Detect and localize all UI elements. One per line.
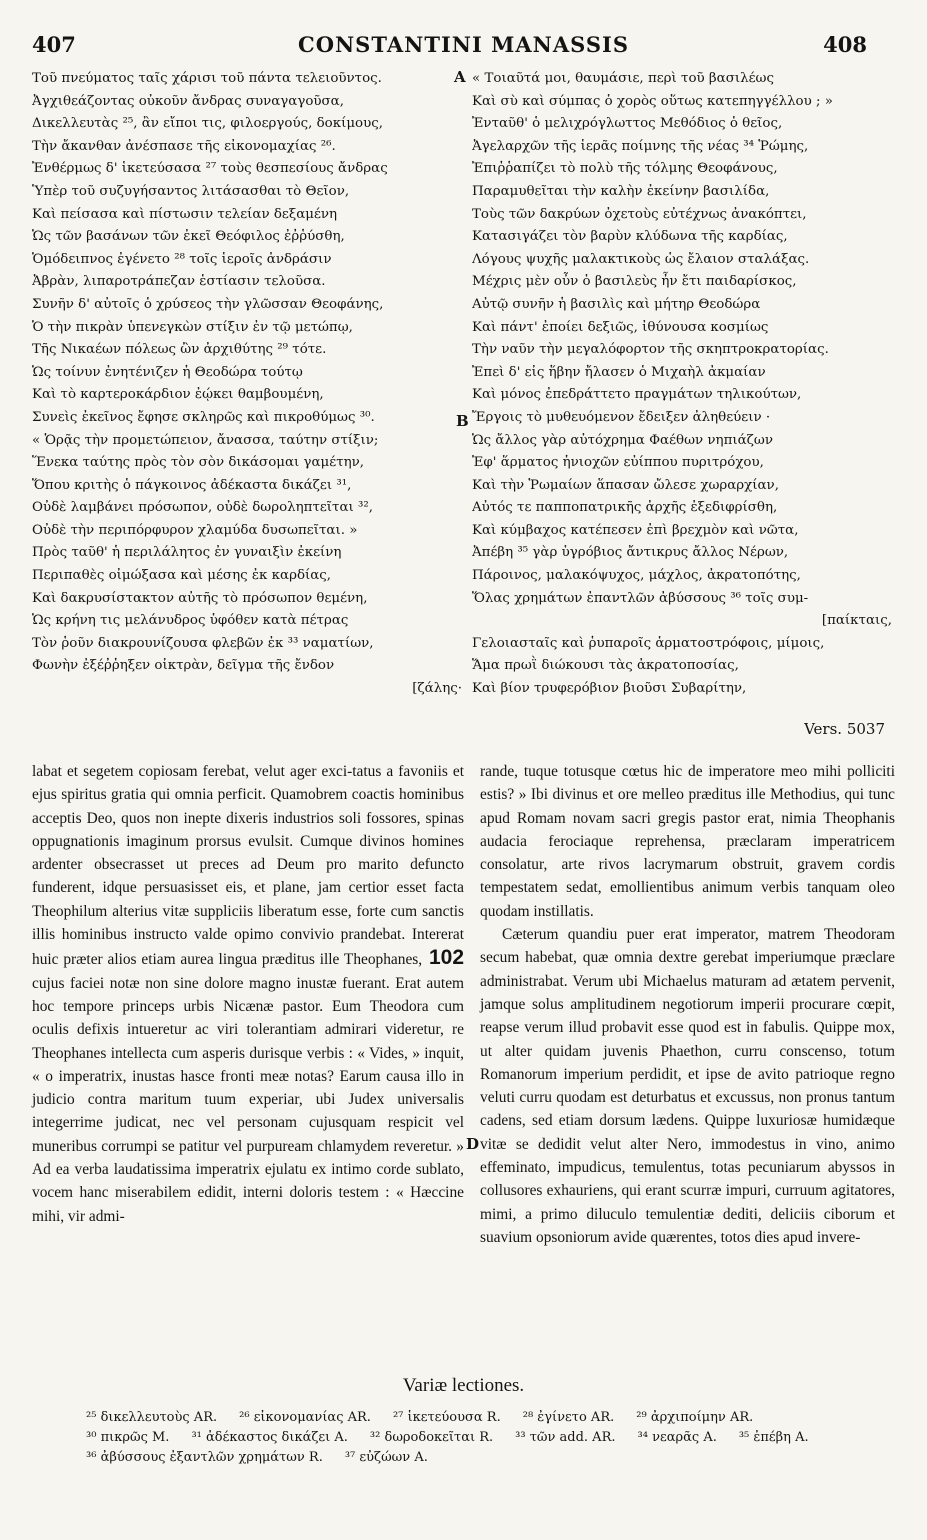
verse-text: Δικελλευτὰς ²⁵, ἂν εἴποι τις, φιλοεργούς, δοκίμους, xyxy=(32,116,384,132)
verse-text: Ἅμα πρωῒ διώκουσι τὰς ἀκρατοποσίας, xyxy=(472,658,739,674)
verse-line xyxy=(472,91,892,114)
greek-verse-right-column xyxy=(472,68,892,728)
verse-text: Αὐτός τε παπποπατρικῆς ἀρχῆς ἐξεδιφρίσθη, xyxy=(472,500,778,516)
verse-line xyxy=(32,294,462,317)
verse-text: Ὑπὲρ τοῦ συζυγήσαντος λιτάσασθαι τὸ Θεῖον, xyxy=(32,183,350,199)
verse-line xyxy=(32,113,462,136)
variant-note xyxy=(86,1450,323,1465)
verse-line xyxy=(472,610,892,633)
prose-text: labat et segetem copiosam ferebat, velut ager exci-tatus a favoniis et ejus spiritus gratia qui omnia perficit. Quamobrem coactis hominibus acceptis Deo, quos non inepte dixeris industrios soli fossores, spinas oppugnationis imaginum prorsus evulsit. Cumque divinos homines ardenter obsecrasset ut preces ad Deum pro marito defuncto funderent, idque persuasisset eis, et plane, jam certior esset facta Theophilum alterius vitæ suppliciis liberatum esse, forte cum sanctis illis hominibus instructo valde opimo convivio prandebat. Intererat huic præter alios etiam aurea lingua præditus ille Theophanes, xyxy=(32,763,464,969)
variant-note xyxy=(515,1430,615,1445)
verse-text: Ἔργοις τὸ μυθευόμενον ἔδειξεν ἀληθεύειν · xyxy=(472,409,771,425)
note-number: ²⁷ xyxy=(392,1410,404,1425)
note-number: ²⁸ xyxy=(522,1410,534,1425)
verse-text: Ὅλας χρημάτων ἐπαντλῶν ἀβύσσους ³⁶ τοῖς συμ- xyxy=(472,590,809,606)
verse-text: Ἐπιῤῥαπίζει τὸ πολὺ τῆς τόλμης Θεοφάνους, xyxy=(472,161,778,177)
verse-line xyxy=(32,384,462,407)
verse-line xyxy=(32,588,462,611)
verse-text: Ὡς τῶν βασάνων τῶν ἐκεῖ Θεόφιλος ἐῤῥύσθη, xyxy=(32,229,345,245)
verse-text: Ὡς κρήνη τις μελάνυδρος ὑφόθεν κατὰ πέτρας xyxy=(32,613,349,629)
note-number: ³⁷ xyxy=(344,1450,356,1465)
variant-note xyxy=(370,1430,493,1445)
verse-text: Πάροινος, μαλακόψυχος, μάχλος, ἀκρατοπότης, xyxy=(472,568,801,584)
prose-text: Cæterum quandiu puer erat imperator, matrem Theodoram secum habebat, quæ omnia dextre gerebat imperiumque præclare administrabat. Verum ubi Michaelus maturam ad ætatem pervenit, jamque solus amplitudinem negotiorum imperii procurare cœpit, reapse verum illud probavit esse quod est in fabulis. Quippe mox, ut alter quidam juvenis Phaethon, curru conscenso, totum Romanorum imperium perdidit, et ipse de avito patrioque regno veluti curru quodam est deturbatus et excussus, non pronus tantum cadens, sed etiam dorsum lædens. Quippe luxuriosæ humidæque vitæ se dedidit velut alter Nero, immodestus in vino, animo effeminato, impudicus, temulentus, totas pecuniarum abyssos in collusores exhauriens, qui erant scurræ impuri, curruum agitatores, mimi, a primo diluculo temulentiæ dediti, deliciis ciborum et suavium opsoniorum avide quærentes, totos dies apud invere- xyxy=(480,926,895,1246)
verse-line xyxy=(472,204,892,227)
verse-text: Καὶ πείσασα καὶ πίστωσιν τελείαν δεξαμένη xyxy=(32,206,338,222)
verse-text: Τοὺς τῶν δακρύων ὀχετοὺς εὐτέχνως ἀνακόπτει, xyxy=(472,206,807,222)
verse-line xyxy=(472,520,892,543)
verse-text: Τῆς Νικαέων πόλεως ὢν ἀρχιθύτης ²⁹ τότε. xyxy=(32,342,327,358)
verse-line xyxy=(472,407,892,430)
note-text: ἀρχιποίμην AR. xyxy=(646,1410,754,1425)
verse-text: Τὴν ἄκανθαν ἀνέσπασε τῆς εἰκονομαχίας ²⁶. xyxy=(32,138,336,154)
verse-text: Τοῦ πνεύματος ταῖς χάρισι τοῦ πάντα τελειοῦντος. xyxy=(32,71,382,86)
verse-line xyxy=(32,226,462,249)
variant-note xyxy=(86,1410,217,1425)
variant-note xyxy=(239,1410,371,1425)
variant-note xyxy=(523,1410,615,1425)
variae-lectiones-heading: Variæ lectiones. xyxy=(402,1375,525,1396)
note-text: εὐζώων A. xyxy=(355,1450,428,1465)
verse-line xyxy=(472,158,892,181)
verse-text: Ὁ τὴν πικρὰν ὑπενεγκὼν στίξιν ἐν τῷ μετώπῳ, xyxy=(32,319,353,335)
verse-text: Ὅπου κριτὴς ὁ πάγκοινος ἀδέκαστα δικάζει ³¹, xyxy=(32,477,352,493)
verse-text: Αὐτῷ συνῆν ἡ βασιλὶς καὶ μήτηρ Θεοδώρα xyxy=(472,296,761,312)
verse-line xyxy=(32,91,462,114)
verse-line xyxy=(472,294,892,317)
note-text: ἀδέκαστος δικάζει A. xyxy=(201,1430,348,1445)
note-line xyxy=(86,1448,906,1468)
verse-line xyxy=(32,362,462,385)
variant-note xyxy=(638,1430,717,1445)
verse-line xyxy=(32,407,462,430)
verse-line xyxy=(32,452,462,475)
verse-text: Οὐδὲ λαμβάνει πρόσωπον, οὐδὲ δωροληπτεῖται ³², xyxy=(32,500,374,516)
page-number-left: 407 xyxy=(32,32,76,57)
verse-text: Ἀγελαρχῶν τῆς ἱερᾶς ποίμνης τῆς νέας ³⁴ Ῥώμης, xyxy=(472,138,809,154)
verse-text: Μέχρις μὲν οὖν ὁ βασιλεὺς ἦν ἔτι παιδαρίσκος, xyxy=(472,274,797,290)
variant-note xyxy=(86,1430,169,1445)
latin-translation-left-column xyxy=(32,760,464,1228)
note-number: ²⁹ xyxy=(636,1410,647,1425)
verse-line xyxy=(472,565,892,588)
verse-text: Ἐφ' ἅρματος ἡνιοχῶν εὐίππου πυριτρόχου, xyxy=(472,455,764,471)
note-text: δικελλευτοὺς AR. xyxy=(96,1410,218,1425)
variant-note xyxy=(191,1430,347,1445)
verse-text: Λόγους ψυχῆς μαλακτικοὺς ὡς ἔλαιον σταλάξας. xyxy=(472,251,810,267)
verse-text: Ὡς τοίνυν ἐνητένιζεν ἡ Θεοδώρα τούτῳ xyxy=(32,364,303,380)
note-number: ³⁵ xyxy=(738,1430,750,1445)
verse-text: Ἀπέβη ³⁵ γὰρ ὑγρόβιος ἄντικρυς ἄλλος Νέρων, xyxy=(472,545,789,561)
margin-marker-d: D xyxy=(466,1135,480,1153)
verse-line xyxy=(472,475,892,498)
verse-text: Καὶ σὺ καὶ σύμπας ὁ χορὸς οὕτως κατεπηγγέλλου ; » xyxy=(472,93,833,109)
verse-text: Ἐπεὶ δ' εἰς ἥβην ἤλασεν ὁ Μιχαὴλ ἀκμαίαν xyxy=(472,364,766,380)
verse-line xyxy=(472,633,892,656)
prose-text: rande, tuque totusque cœtus hic de imperatore meo mihi polliciti estis? » Ibi divinus et ore melleo præditus ille Methodius, qui tunc apud Romam novam sacri gregis pastor erat, nimia Theophanis audacia ferociaque reprehensa, præclaram imperatricem consolatur, arte rivos lacrymarum obstruit, gravem cordis tempestatem sedat, emollientibus animum verbis tanquam oleo quodam instillatis. xyxy=(480,763,895,920)
margin-marker-b: B xyxy=(456,412,469,430)
verse-text: Τὴν ναῦν τὴν μεγαλόφορτον τῆς σκηπτροκρατορίας. xyxy=(472,342,829,358)
verse-line xyxy=(472,542,892,565)
prose-paragraph xyxy=(480,760,895,923)
verse-text: Καὶ τὴν Ῥωμαίων ἅπασαν ὤλεσε χωραρχίαν, xyxy=(472,477,779,493)
prose-paragraph xyxy=(480,923,895,1249)
verse-line xyxy=(32,497,462,520)
verse-line xyxy=(472,655,892,678)
verse-line xyxy=(32,339,462,362)
verse-text: « Ὁρᾷς τὴν προμετώπειον, ἄνασσα, ταύτην στίξιν; xyxy=(32,432,379,448)
verse-line xyxy=(32,204,462,227)
note-text: ἀβύσσους ἐξαντλῶν χρημάτων R. xyxy=(96,1450,323,1465)
variant-note xyxy=(345,1450,428,1465)
verse-number-label: Vers. 5037 xyxy=(804,720,885,738)
verse-line xyxy=(32,565,462,588)
verse-line xyxy=(472,497,892,520)
verse-text: Καὶ πάντ' ἐποίει δεξιῶς, ἰθύνουσα κοσμίως xyxy=(472,319,769,335)
variant-note xyxy=(393,1410,501,1425)
verse-text: Ἐνταῦθ' ὁ μελιχρόγλωττος Μεθόδιος ὁ θεῖος, xyxy=(472,116,783,132)
verse-line xyxy=(472,317,892,340)
page-number-right: 408 xyxy=(823,32,867,57)
verse-text: Γελοιασταῖς καὶ ῥυπαροῖς ἁρματοστρόφοις, μίμοις, xyxy=(472,635,825,651)
verse-line xyxy=(472,68,892,91)
verse-line xyxy=(32,520,462,543)
verse-line xyxy=(32,317,462,340)
verse-line xyxy=(32,678,462,701)
verse-line xyxy=(32,158,462,181)
verse-text: « Τοιαῦτά μοι, θαυμάσιε, περὶ τοῦ βασιλέως xyxy=(472,71,774,86)
verse-text: Καὶ δακρυσίστακτον αὐτῆς τὸ πρόσωπον θεμένη, xyxy=(32,590,368,606)
running-title: CONSTANTINI MANASSIS xyxy=(297,32,629,57)
verse-line xyxy=(32,181,462,204)
verse-text: Καὶ κύμβαχος κατέπεσεν ἐπὶ βρεχμὸν καὶ νῶτα, xyxy=(472,522,799,538)
verse-line xyxy=(472,588,892,611)
verse-line xyxy=(472,452,892,475)
note-number: ³⁶ xyxy=(86,1450,97,1465)
note-text: δωροδοκεῖται R. xyxy=(380,1430,494,1445)
verse-line xyxy=(472,136,892,159)
verse-continuation: [παίκταις, xyxy=(821,613,892,629)
verse-text: Ἕνεκα ταύτης πρὸς τὸν σὸν δικάσομαι γαμέτην, xyxy=(32,455,365,471)
verse-text: Περιπαθὲς οἰμώξασα καὶ μέσης ἐκ καρδίας, xyxy=(32,568,332,584)
verse-line xyxy=(472,249,892,272)
verse-text: Πρὸς ταῦθ' ἡ περιλάλητος ἐν γυναιξὶν ἐκείνη xyxy=(32,545,342,561)
note-line xyxy=(86,1428,906,1448)
note-text: ἐγίνετο AR. xyxy=(533,1410,615,1425)
note-number: ²⁶ xyxy=(239,1410,250,1425)
latin-translation-right-column xyxy=(480,760,895,1249)
variant-note xyxy=(636,1410,753,1425)
verse-line xyxy=(32,633,462,656)
verse-text: Ἀγχιθεάζοντας οὐκοῦν ἄνδρας συναγαγοῦσα, xyxy=(32,93,344,109)
verse-line xyxy=(32,655,462,678)
verse-text: Τὸν ῥοῦν διακρουνίζουσα φλεβῶν ἐκ ³³ ναματίων, xyxy=(32,635,374,651)
note-text: τῶν add. AR. xyxy=(525,1430,616,1445)
note-text: νεαρᾶς A. xyxy=(647,1430,717,1445)
verse-text: Καὶ μόνος ἐπεδράττετο πραγμάτων τηλικούτων, xyxy=(472,387,802,403)
original-page-number: 102 xyxy=(422,946,464,970)
note-text: εἰκονομανίας AR. xyxy=(249,1410,371,1425)
verse-text: Συνῆν δ' αὐτοῖς ὁ χρύσεος τὴν γλῶσσαν Θεοφάνης, xyxy=(32,296,384,312)
verse-line xyxy=(32,475,462,498)
verse-line xyxy=(32,271,462,294)
verse-line xyxy=(472,271,892,294)
note-number: ³¹ xyxy=(191,1430,202,1445)
note-line xyxy=(86,1408,906,1428)
note-number: ³³ xyxy=(515,1430,526,1445)
verse-text: Ὡς ἄλλος γὰρ αὐτόχρημα Φαέθων νηπιάζων xyxy=(472,432,773,448)
verse-line xyxy=(32,430,462,453)
verse-text: Ἀβρὰν, λιπαροτράπεζαν ἑστίασιν τελοῦσα. xyxy=(32,274,326,290)
prose-paragraph xyxy=(32,760,464,1228)
verse-line xyxy=(472,384,892,407)
verse-continuation: [ζάλης· xyxy=(412,681,462,697)
note-number: ³⁴ xyxy=(637,1430,648,1445)
verse-line xyxy=(472,678,892,701)
verse-text: Οὐδὲ τὴν περιπόρφυρον χλαμύδα δυσωπεῖται. » xyxy=(32,522,358,538)
verse-text: Καὶ τὸ καρτεροκάρδιον ἐῴκει θαμβουμένη, xyxy=(32,387,324,403)
note-text: ἱκετεύουσα R. xyxy=(403,1410,501,1425)
verse-line xyxy=(472,430,892,453)
verse-text: Φωνὴν ἐξέῤῥηξεν οἰκτρὰν, δεῖγμα τῆς ἔνδον xyxy=(32,658,335,674)
verse-line xyxy=(472,362,892,385)
note-number: ²⁵ xyxy=(86,1410,97,1425)
verse-text: Ἐνθέρμως δ' ἱκετεύσασα ²⁷ τοὺς θεσπεσίους ἄνδρας xyxy=(32,161,388,177)
greek-verse-left-column xyxy=(32,68,462,728)
note-text: πικρῶς M. xyxy=(96,1430,170,1445)
note-text: ἐπέβη A. xyxy=(749,1430,809,1445)
note-number: ³⁰ xyxy=(86,1430,97,1445)
variant-note xyxy=(739,1430,809,1445)
verse-text: Συνεὶς ἐκεῖνος ἔφησε σκληρῶς καὶ πικροθύμως ³⁰. xyxy=(32,409,375,425)
verse-line xyxy=(32,542,462,565)
verse-line xyxy=(472,181,892,204)
verse-text: Παραμυθεῖται τὴν καλὴν ἐκείνην βασιλίδα, xyxy=(472,183,770,199)
verse-text: Ὁμόδειπνος ἐγένετο ²⁸ τοῖς ἱεροῖς ἀνδράσιν xyxy=(32,251,332,267)
verse-line xyxy=(32,136,462,159)
verse-line xyxy=(32,610,462,633)
verse-line xyxy=(32,249,462,272)
variant-readings-notes xyxy=(86,1408,906,1468)
verse-line xyxy=(32,68,462,91)
verse-text: Κατασιγάζει τὸν βαρὺν κλύδωνα τῆς καρδίας, xyxy=(472,229,788,245)
page-header xyxy=(0,0,927,64)
margin-marker-a: A xyxy=(454,68,466,86)
note-number: ³² xyxy=(369,1430,381,1445)
verse-line xyxy=(472,113,892,136)
verse-line xyxy=(472,226,892,249)
prose-text: cujus faciei notæ non sine dolore magno inustæ fuerant. Erat autem hoc tempore princeps urbis Nicænæ pastor. Eum Theodora cum oculis defixis intueretur ac viri tolerantiam admirari videretur, re Theophanes intellecta cum asperis durisque verbis : « Vides, » inquit, « o imperatrix, inustas hasce fronti meæ notas? Earum causa illo in judicio contra maritum tuum experiar, ubi Judex universalis integerrime judicat, nec vel personam cujusquam respicit vel muneribus corrumpi se patitur vel purpuream chlamydem reveretur. » Ad ea verba laudatissima imperatrix ejulatu ex intimo corde sublato, vocem hanc miserabilem edidit, interni doloris testem : « Hæccine mihi, vir admi- xyxy=(32,974,464,1225)
verse-text: Καὶ βίον τρυφερόβιον βιοῦσι Συβαρίτην, xyxy=(472,681,747,697)
verse-line xyxy=(472,339,892,362)
